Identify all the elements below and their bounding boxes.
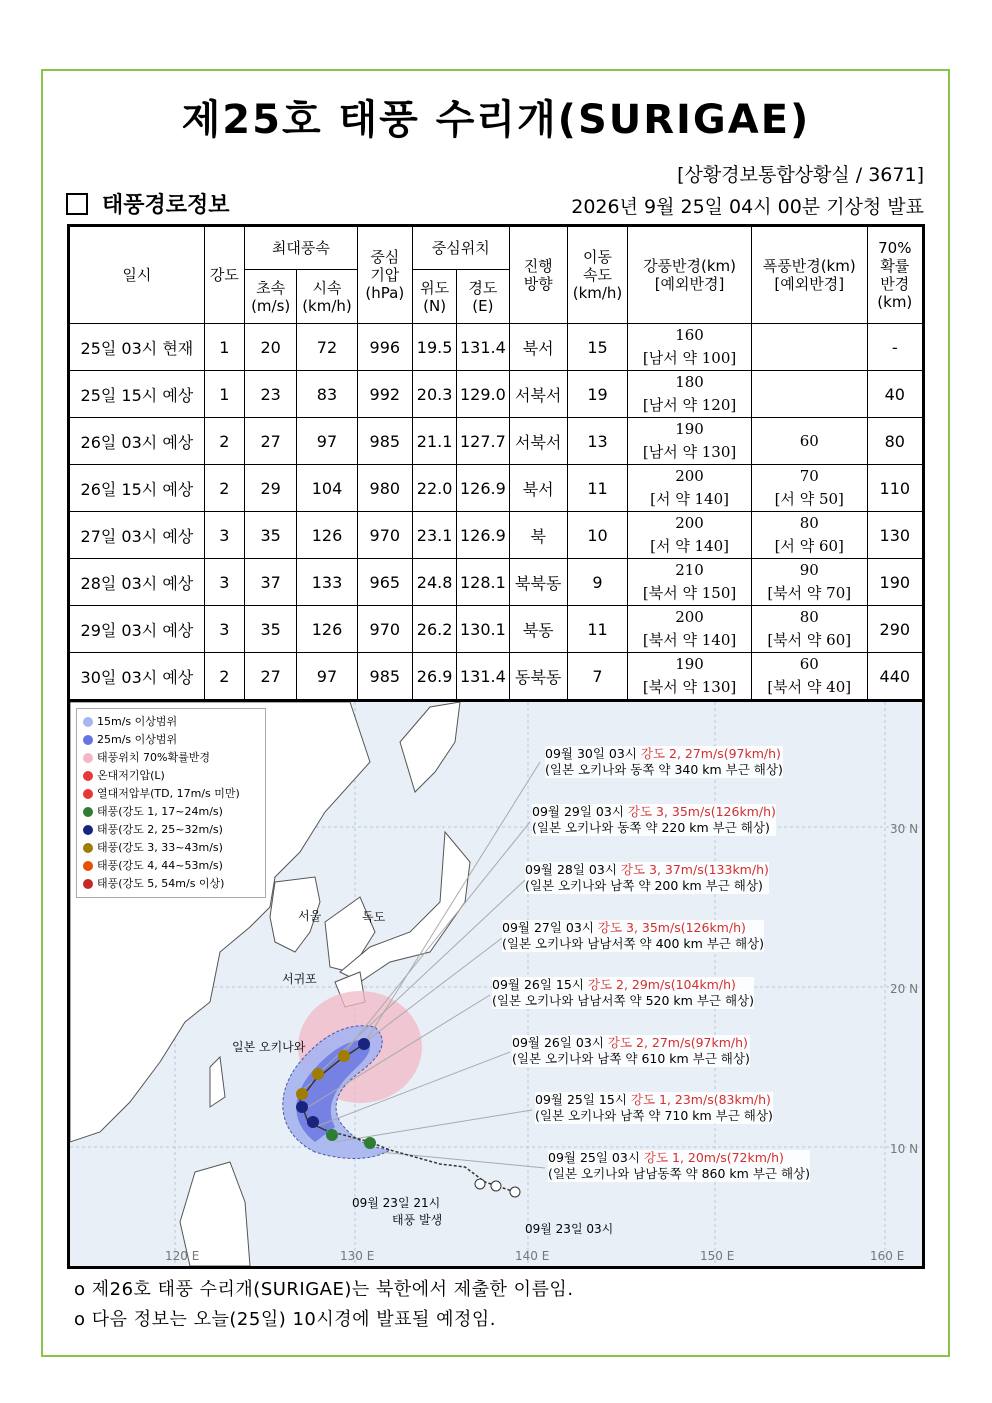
radius-value: 200 — [675, 514, 704, 532]
legend-item — [83, 821, 259, 839]
th-pressure: 중심 기압 (hPa) — [357, 226, 412, 324]
legend-label: 태풍(강도 2, 25~32m/s) — [97, 823, 223, 836]
cell-wind-ms: 27 — [245, 418, 297, 465]
radius-value: 180 — [675, 373, 704, 391]
legend-label: 태풍(강도 1, 17~24m/s) — [97, 805, 223, 818]
ann-time: 09월 29일 03시 — [532, 804, 624, 819]
cell-direction: 북서 — [509, 465, 567, 512]
cell-wind-ms: 23 — [245, 371, 297, 418]
radius-exception: [북서 약 150] — [642, 584, 737, 602]
cell-lon: 126.9 — [457, 512, 509, 559]
legend-label: 열대저압부(TD, 17m/s 미만) — [97, 787, 240, 800]
cell-prob-radius: 110 — [867, 465, 923, 512]
ann-strength: 강도 2, 29m/s(104km/h) — [587, 977, 736, 992]
legend-item — [83, 785, 259, 803]
ann-strength: 강도 3, 35m/s(126km/h) — [597, 920, 746, 935]
ann-location: (일본 오키나와 남남동쪽 약 860 km 부근 해상) — [548, 1166, 810, 1181]
radius-value: 60 — [799, 655, 819, 673]
radius-value: 160 — [675, 326, 704, 344]
place-seogwipo: 서귀포 — [282, 972, 317, 986]
grid-label: 120 E — [165, 1249, 200, 1263]
legend-label: 태풍(강도 4, 44~53m/s) — [97, 859, 223, 872]
cell-direction: 동북동 — [509, 653, 567, 701]
grid-label: 10 N — [890, 1142, 919, 1156]
legend-label: 온대저기압(L) — [97, 769, 165, 782]
cell-wind-ms: 20 — [245, 324, 297, 371]
cell-lat: 22.0 — [412, 465, 456, 512]
cell-pressure: 980 — [357, 465, 412, 512]
cell-wind-kmh: 133 — [297, 559, 357, 606]
table-row — [69, 512, 924, 559]
cell-prob-radius: 80 — [867, 418, 923, 465]
cell-speed: 9 — [567, 559, 627, 606]
cell-lon: 128.1 — [457, 559, 509, 606]
track-annotation — [535, 1092, 773, 1124]
cell-time: 27일 03시 예상 — [69, 512, 205, 559]
cell-pressure: 970 — [357, 512, 412, 559]
track-annotation — [548, 1150, 810, 1182]
th-gale-radius: 강풍반경(km) [예외반경] — [628, 226, 752, 324]
section-title: 태풍경로정보 — [102, 193, 230, 218]
ann-location: (일본 오키나와 남쪽 약 610 km 부근 해상) — [512, 1051, 750, 1066]
track-annotation — [492, 977, 754, 1009]
legend-swatch-icon — [83, 825, 93, 835]
cell-wind-ms: 37 — [245, 559, 297, 606]
ann-strength: 강도 2, 27m/s(97km/h) — [640, 746, 781, 761]
cell-prob-radius: 440 — [867, 653, 923, 701]
cell-speed: 11 — [567, 606, 627, 653]
cell-speed: 10 — [567, 512, 627, 559]
legend-label: 태풍위치 70%확률반경 — [97, 751, 210, 764]
cell-speed: 15 — [567, 324, 627, 371]
ann-time: 09월 25일 03시 — [548, 1150, 640, 1165]
table-row — [69, 418, 924, 465]
cell-wind-ms: 35 — [245, 606, 297, 653]
cell-gale-radius — [628, 465, 752, 512]
cell-gale-radius — [628, 371, 752, 418]
cell-intensity: 3 — [204, 559, 244, 606]
table-row — [69, 465, 924, 512]
track-annotation — [545, 746, 783, 778]
cell-lat: 23.1 — [412, 512, 456, 559]
track-annotation — [532, 804, 776, 836]
table-row — [69, 324, 924, 371]
place-dokdo: 독도 — [362, 910, 386, 924]
cell-lat: 24.8 — [412, 559, 456, 606]
notes — [74, 1275, 574, 1335]
radius-value: 90 — [799, 561, 819, 579]
th-speed: 이동 속도 (km/h) — [567, 226, 627, 324]
cell-lat: 19.5 — [412, 324, 456, 371]
cell-wind-kmh: 72 — [297, 324, 357, 371]
cell-direction: 북동 — [509, 606, 567, 653]
cell-time: 25일 15시 예상 — [69, 371, 205, 418]
cell-wind-kmh: 126 — [297, 606, 357, 653]
cell-storm-radius — [751, 512, 867, 559]
cell-lon: 130.1 — [457, 606, 509, 653]
cell-lat: 26.2 — [412, 606, 456, 653]
radius-exception: [북서 약 70] — [767, 584, 852, 602]
place-okinawa: 일본 오키나와 — [232, 1040, 306, 1054]
ann-location: (일본 오키나와 동쪽 약 220 km 부근 해상) — [532, 820, 770, 835]
legend-swatch-icon — [83, 717, 93, 727]
cell-wind-ms: 27 — [245, 653, 297, 701]
cell-speed: 13 — [567, 418, 627, 465]
cell-time: 30일 03시 예상 — [69, 653, 205, 701]
th-max-wind: 최대풍속 — [245, 226, 358, 270]
cell-prob-radius: 290 — [867, 606, 923, 653]
ann-time: 09월 26일 03시 — [512, 1035, 604, 1050]
cell-prob-radius: 40 — [867, 371, 923, 418]
radius-exception: [서 약 140] — [650, 490, 729, 508]
ann-strength: 강도 1, 20m/s(72km/h) — [643, 1150, 784, 1165]
cell-speed: 7 — [567, 653, 627, 701]
radius-value: 200 — [675, 608, 704, 626]
radius-exception: [서 약 60] — [774, 537, 844, 555]
cell-gale-radius — [628, 512, 752, 559]
cell-storm-radius — [751, 418, 867, 465]
cell-intensity: 3 — [204, 512, 244, 559]
cell-wind-kmh: 104 — [297, 465, 357, 512]
ann-time: 09월 26일 15시 — [492, 977, 584, 992]
cell-storm-radius — [751, 371, 867, 418]
radius-exception: [서 약 50] — [774, 490, 844, 508]
legend-label: 15m/s 이상범위 — [97, 715, 178, 728]
map-legend — [76, 708, 266, 898]
cell-time: 28일 03시 예상 — [69, 559, 205, 606]
ann-strength: 강도 3, 37m/s(133km/h) — [620, 862, 769, 877]
grid-label: 130 E — [340, 1249, 375, 1263]
table-row — [69, 606, 924, 653]
cell-intensity: 2 — [204, 465, 244, 512]
legend-swatch-icon — [83, 735, 93, 745]
ann-location: (일본 오키나와 동쪽 약 340 km 부근 해상) — [545, 762, 783, 777]
cell-lat: 20.3 — [412, 371, 456, 418]
cell-time: 26일 03시 예상 — [69, 418, 205, 465]
cell-storm-radius — [751, 559, 867, 606]
radius-exception: [북서 약 140] — [642, 631, 737, 649]
table-row — [69, 559, 924, 606]
legend-item — [83, 803, 259, 821]
place-seoul: 서울 — [298, 909, 322, 923]
cell-wind-kmh: 126 — [297, 512, 357, 559]
cell-pressure: 985 — [357, 418, 412, 465]
cell-wind-ms: 35 — [245, 512, 297, 559]
radius-value: 200 — [675, 467, 704, 485]
th-center: 중심위치 — [412, 226, 509, 270]
note-item: o 제26호 태풍 수리개(SURIGAE)는 북한에서 제출한 이름임. — [74, 1279, 574, 1300]
cell-direction: 북 — [509, 512, 567, 559]
cell-gale-radius — [628, 324, 752, 371]
cell-pressure: 992 — [357, 371, 412, 418]
th-datetime: 일시 — [69, 226, 205, 324]
cell-gale-radius — [628, 606, 752, 653]
radius-exception: [북서 약 130] — [642, 678, 737, 696]
cell-intensity: 1 — [204, 371, 244, 418]
legend-swatch-icon — [83, 879, 93, 889]
cell-intensity: 2 — [204, 653, 244, 701]
cell-direction: 서북서 — [509, 418, 567, 465]
cell-speed: 19 — [567, 371, 627, 418]
radius-value: 70 — [799, 467, 819, 485]
track-annotation — [502, 920, 764, 952]
ann-strength: 강도 3, 35m/s(126km/h) — [627, 804, 776, 819]
legend-label: 태풍(강도 5, 54m/s 이상) — [97, 877, 225, 890]
legend-swatch-icon — [83, 789, 93, 799]
th-direction: 진행 방향 — [509, 226, 567, 324]
radius-value: 80 — [799, 514, 819, 532]
legend-swatch-icon — [83, 861, 93, 871]
th-lat: 위도 (N) — [412, 270, 456, 324]
cell-direction: 북북동 — [509, 559, 567, 606]
radius-exception: [남서 약 120] — [642, 396, 737, 414]
page-title: 제25호 태풍 수리개(SURIGAE) — [181, 97, 811, 143]
legend-swatch-icon — [83, 771, 93, 781]
legend-item — [83, 749, 259, 767]
cell-pressure: 985 — [357, 653, 412, 701]
ann-time: 09월 25일 15시 — [535, 1092, 627, 1107]
ann-strength: 강도 1, 23m/s(83km/h) — [630, 1092, 771, 1107]
cell-prob-radius: 130 — [867, 512, 923, 559]
legend-swatch-icon — [83, 843, 93, 853]
radius-value: 60 — [799, 431, 819, 450]
th-lon: 경도 (E) — [457, 270, 509, 324]
legend-item — [83, 713, 259, 731]
radius-value: 190 — [675, 420, 704, 438]
grid-label: 150 E — [700, 1249, 735, 1263]
cell-speed: 11 — [567, 465, 627, 512]
cell-wind-kmh: 97 — [297, 653, 357, 701]
cell-direction: 서북서 — [509, 371, 567, 418]
cell-lon: 126.9 — [457, 465, 509, 512]
th-storm-radius: 폭풍반경(km) [예외반경] — [751, 226, 867, 324]
cell-intensity: 2 — [204, 418, 244, 465]
ann-location: (일본 오키나와 남남서쪽 약 520 km 부근 해상) — [492, 993, 754, 1008]
radius-exception: [북서 약 40] — [767, 678, 852, 696]
cell-wind-ms: 29 — [245, 465, 297, 512]
radius-value: 210 — [675, 561, 704, 579]
radius-value: 190 — [675, 655, 704, 673]
cell-storm-radius — [751, 465, 867, 512]
cell-storm-radius — [751, 606, 867, 653]
cell-prob-radius: - — [867, 324, 923, 371]
cell-lon: 131.4 — [457, 653, 509, 701]
legend-item — [83, 767, 259, 785]
start-label: 09월 23일 03시 — [525, 1222, 614, 1236]
cell-lon: 129.0 — [457, 371, 509, 418]
cell-time: 29일 03시 예상 — [69, 606, 205, 653]
cell-direction: 북서 — [509, 324, 567, 371]
th-wind-kmh: 시속 (km/h) — [297, 270, 357, 324]
cell-pressure: 965 — [357, 559, 412, 606]
grid-label: 30 N — [890, 822, 919, 836]
legend-label: 25m/s 이상범위 — [97, 733, 178, 746]
cell-pressure: 996 — [357, 324, 412, 371]
cell-intensity: 1 — [204, 324, 244, 371]
grid-label: 160 E — [870, 1249, 905, 1263]
grid-label: 140 E — [515, 1249, 550, 1263]
cell-lat: 21.1 — [412, 418, 456, 465]
radius-exception: [서 약 140] — [650, 537, 729, 555]
ann-location: (일본 오키나와 남남서쪽 약 400 km 부근 해상) — [502, 936, 764, 951]
legend-item — [83, 839, 259, 857]
cell-lat: 26.9 — [412, 653, 456, 701]
cell-time: 26일 15시 예상 — [69, 465, 205, 512]
cell-wind-kmh: 97 — [297, 418, 357, 465]
cell-gale-radius — [628, 418, 752, 465]
table-row — [69, 371, 924, 418]
cell-storm-radius — [751, 653, 867, 701]
cell-prob-radius: 190 — [867, 559, 923, 606]
track-table — [67, 224, 925, 702]
ann-time: 09월 28일 03시 — [525, 862, 617, 877]
cell-time: 25일 03시 현재 — [69, 324, 205, 371]
department-label: [상황경보통합상황실 / 3671] — [677, 164, 924, 186]
formed-label: 09월 23일 21시 — [352, 1196, 441, 1210]
legend-swatch-icon — [83, 807, 93, 817]
cell-lon: 127.7 — [457, 418, 509, 465]
table-row — [69, 653, 924, 701]
ann-location: (일본 오키나와 남쪽 약 710 km 부근 해상) — [535, 1108, 773, 1123]
legend-item — [83, 857, 259, 875]
cell-gale-radius — [628, 653, 752, 701]
formed-label: 태풍 발생 — [392, 1213, 443, 1227]
note-item: o 다음 정보는 오늘(25일) 10시경에 발표될 예정임. — [74, 1309, 497, 1330]
cell-pressure: 970 — [357, 606, 412, 653]
th-intensity: 강도 — [204, 226, 244, 324]
grid-label: 20 N — [890, 982, 919, 996]
radius-exception: [북서 약 60] — [767, 631, 852, 649]
ann-strength: 강도 2, 27m/s(97km/h) — [607, 1035, 748, 1050]
section-header — [66, 188, 230, 219]
radius-value: 80 — [799, 608, 819, 626]
th-wind-ms: 초속 (m/s) — [245, 270, 297, 324]
cell-intensity: 3 — [204, 606, 244, 653]
track-annotation — [525, 862, 769, 894]
track-annotation — [512, 1035, 750, 1067]
ann-time: 09월 27일 03시 — [502, 920, 594, 935]
track-map — [67, 699, 925, 1269]
cell-storm-radius — [751, 324, 867, 371]
th-prob-radius: 70% 확률 반경 (km) — [867, 226, 923, 324]
issued-time: 2026년 9월 25일 04시 00분 기상청 발표 — [571, 196, 924, 218]
legend-swatch-icon — [83, 753, 93, 763]
cell-gale-radius — [628, 559, 752, 606]
cell-wind-kmh: 83 — [297, 371, 357, 418]
legend-label: 태풍(강도 3, 33~43m/s) — [97, 841, 223, 854]
checkbox-icon — [66, 193, 88, 215]
ann-time: 09월 30일 03시 — [545, 746, 637, 761]
legend-item — [83, 731, 259, 749]
cell-lon: 131.4 — [457, 324, 509, 371]
radius-exception: [남서 약 130] — [642, 443, 737, 461]
ann-location: (일본 오키나와 남쪽 약 200 km 부근 해상) — [525, 878, 763, 893]
legend-item — [83, 875, 259, 893]
radius-exception: [남서 약 100] — [642, 349, 737, 367]
